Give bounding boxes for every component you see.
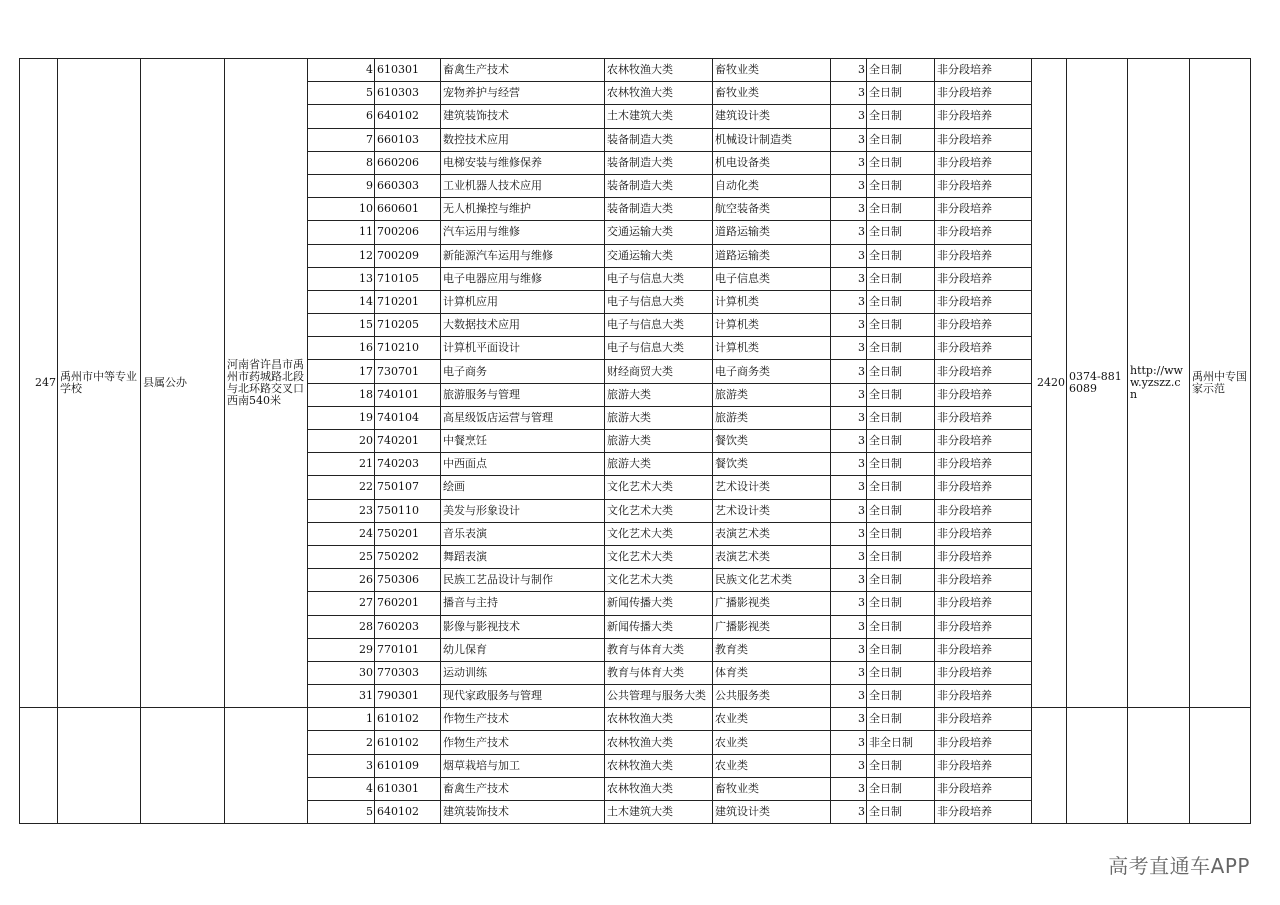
major-code: 610109 (375, 754, 441, 777)
major-subcategory: 道路运输类 (713, 244, 831, 267)
table-row (20, 59, 1251, 82)
major-name: 宠物养护与经营 (441, 82, 605, 105)
study-mode: 全日制 (867, 569, 935, 592)
major-subcategory: 广播影视类 (713, 615, 831, 638)
seq: 25 (308, 545, 375, 568)
major-subcategory: 餐饮类 (713, 430, 831, 453)
major-subcategory: 建筑设计类 (713, 801, 831, 824)
seq: 21 (308, 453, 375, 476)
years: 3 (831, 337, 867, 360)
major-category: 农林牧渔大类 (605, 754, 713, 777)
years: 3 (831, 801, 867, 824)
major-subcategory: 艺术设计类 (713, 476, 831, 499)
major-category: 旅游大类 (605, 406, 713, 429)
seq: 16 (308, 337, 375, 360)
seq: 17 (308, 360, 375, 383)
years: 3 (831, 314, 867, 337)
seq: 15 (308, 314, 375, 337)
major-code: 710205 (375, 314, 441, 337)
school-type: 县属公办 (141, 59, 225, 708)
major-name: 新能源汽车运用与维修 (441, 244, 605, 267)
seq: 1 (308, 708, 375, 731)
study-mode: 全日制 (867, 499, 935, 522)
major-category: 农林牧渔大类 (605, 708, 713, 731)
years: 3 (831, 592, 867, 615)
training-mode: 非分段培养 (935, 777, 1032, 800)
major-name: 中餐烹饪 (441, 430, 605, 453)
years: 3 (831, 453, 867, 476)
years: 3 (831, 128, 867, 151)
study-mode: 全日制 (867, 754, 935, 777)
major-category: 电子与信息大类 (605, 267, 713, 290)
major-subcategory: 建筑设计类 (713, 105, 831, 128)
major-category: 交通运输大类 (605, 244, 713, 267)
major-code: 660601 (375, 198, 441, 221)
major-category: 土木建筑大类 (605, 801, 713, 824)
seq: 5 (308, 82, 375, 105)
training-mode: 非分段培养 (935, 151, 1032, 174)
years: 3 (831, 777, 867, 800)
training-mode: 非分段培养 (935, 522, 1032, 545)
training-mode: 非分段培养 (935, 406, 1032, 429)
study-mode: 全日制 (867, 221, 935, 244)
study-mode: 全日制 (867, 430, 935, 453)
major-subcategory: 畜牧业类 (713, 777, 831, 800)
training-mode: 非分段培养 (935, 615, 1032, 638)
major-category: 旅游大类 (605, 453, 713, 476)
training-mode: 非分段培养 (935, 244, 1032, 267)
years: 3 (831, 82, 867, 105)
major-subcategory: 畜牧业类 (713, 82, 831, 105)
major-code: 610102 (375, 731, 441, 754)
major-name: 汽车运用与维修 (441, 221, 605, 244)
major-category: 电子与信息大类 (605, 290, 713, 313)
seq: 2 (308, 731, 375, 754)
study-mode: 全日制 (867, 151, 935, 174)
contact-phone: 0374-8816089 (1067, 59, 1128, 708)
years: 3 (831, 290, 867, 313)
major-name: 绘画 (441, 476, 605, 499)
study-mode: 全日制 (867, 476, 935, 499)
years: 3 (831, 754, 867, 777)
major-code: 710201 (375, 290, 441, 313)
major-code: 750201 (375, 522, 441, 545)
major-name: 影像与影视技术 (441, 615, 605, 638)
major-name: 美发与形象设计 (441, 499, 605, 522)
major-name: 烟草栽培与加工 (441, 754, 605, 777)
training-mode: 非分段培养 (935, 754, 1032, 777)
major-category: 新闻传播大类 (605, 615, 713, 638)
major-code: 660206 (375, 151, 441, 174)
major-subcategory: 艺术设计类 (713, 499, 831, 522)
years: 3 (831, 383, 867, 406)
major-subcategory: 机电设备类 (713, 151, 831, 174)
major-name: 计算机平面设计 (441, 337, 605, 360)
major-category: 装备制造大类 (605, 151, 713, 174)
major-code: 770303 (375, 661, 441, 684)
years: 3 (831, 221, 867, 244)
training-mode: 非分段培养 (935, 592, 1032, 615)
major-subcategory: 自动化类 (713, 174, 831, 197)
major-category: 农林牧渔大类 (605, 59, 713, 82)
study-mode: 全日制 (867, 59, 935, 82)
years: 3 (831, 615, 867, 638)
years: 3 (831, 731, 867, 754)
years: 3 (831, 661, 867, 684)
major-category: 公共管理与服务大类 (605, 685, 713, 708)
years: 3 (831, 198, 867, 221)
training-mode: 非分段培养 (935, 499, 1032, 522)
enrollment-count: 2420 (1032, 59, 1067, 708)
training-mode: 非分段培养 (935, 685, 1032, 708)
major-name: 建筑装饰技术 (441, 801, 605, 824)
study-mode: 全日制 (867, 314, 935, 337)
years: 3 (831, 476, 867, 499)
training-mode: 非分段培养 (935, 383, 1032, 406)
major-subcategory: 电子商务类 (713, 360, 831, 383)
major-name: 建筑装饰技术 (441, 105, 605, 128)
study-mode: 全日制 (867, 638, 935, 661)
major-category: 文化艺术大类 (605, 522, 713, 545)
years: 3 (831, 174, 867, 197)
major-code: 740201 (375, 430, 441, 453)
school-address: 河南省许昌市禹州市药城路北段与北环路交叉口西南540米 (225, 59, 308, 708)
training-mode: 非分段培养 (935, 430, 1032, 453)
study-mode: 全日制 (867, 82, 935, 105)
major-name: 音乐表演 (441, 522, 605, 545)
major-name: 现代家政服务与管理 (441, 685, 605, 708)
major-category: 文化艺术大类 (605, 499, 713, 522)
training-mode: 非分段培养 (935, 337, 1032, 360)
major-subcategory: 旅游类 (713, 383, 831, 406)
study-mode: 全日制 (867, 685, 935, 708)
major-name: 舞蹈表演 (441, 545, 605, 568)
major-name: 播音与主持 (441, 592, 605, 615)
admissions-table (19, 58, 1251, 824)
major-subcategory: 体育类 (713, 661, 831, 684)
major-name: 高星级饭店运营与管理 (441, 406, 605, 429)
study-mode: 全日制 (867, 661, 935, 684)
study-mode: 全日制 (867, 545, 935, 568)
major-category: 旅游大类 (605, 430, 713, 453)
major-category: 电子与信息大类 (605, 314, 713, 337)
school-note (1190, 708, 1251, 824)
training-mode: 非分段培养 (935, 801, 1032, 824)
seq: 6 (308, 105, 375, 128)
major-subcategory: 教育类 (713, 638, 831, 661)
seq: 12 (308, 244, 375, 267)
major-name: 大数据技术应用 (441, 314, 605, 337)
watermark: 高考直通车APP (1108, 854, 1250, 878)
years: 3 (831, 545, 867, 568)
training-mode: 非分段培养 (935, 708, 1032, 731)
major-subcategory: 表演艺术类 (713, 545, 831, 568)
major-code: 760203 (375, 615, 441, 638)
major-category: 旅游大类 (605, 383, 713, 406)
seq: 5 (308, 801, 375, 824)
major-subcategory: 广播影视类 (713, 592, 831, 615)
seq: 27 (308, 592, 375, 615)
major-name: 电子电器应用与维修 (441, 267, 605, 290)
major-code: 770101 (375, 638, 441, 661)
major-code: 700206 (375, 221, 441, 244)
school-website (1128, 708, 1190, 824)
major-category: 电子与信息大类 (605, 337, 713, 360)
major-name: 畜禽生产技术 (441, 59, 605, 82)
years: 3 (831, 638, 867, 661)
major-subcategory: 道路运输类 (713, 221, 831, 244)
major-subcategory: 计算机类 (713, 337, 831, 360)
major-code: 730701 (375, 360, 441, 383)
major-subcategory: 农业类 (713, 708, 831, 731)
major-code: 740104 (375, 406, 441, 429)
major-code: 610303 (375, 82, 441, 105)
major-subcategory: 机械设计制造类 (713, 128, 831, 151)
school-index (20, 708, 58, 824)
school-name (58, 708, 141, 824)
training-mode: 非分段培养 (935, 314, 1032, 337)
study-mode: 全日制 (867, 615, 935, 638)
study-mode: 全日制 (867, 337, 935, 360)
major-subcategory: 电子信息类 (713, 267, 831, 290)
years: 3 (831, 151, 867, 174)
seq: 20 (308, 430, 375, 453)
years: 3 (831, 59, 867, 82)
table-body (20, 59, 1251, 824)
major-subcategory: 计算机类 (713, 314, 831, 337)
major-name: 数控技术应用 (441, 128, 605, 151)
major-category: 新闻传播大类 (605, 592, 713, 615)
years: 3 (831, 499, 867, 522)
school-name: 禹州市中等专业学校 (58, 59, 141, 708)
seq: 7 (308, 128, 375, 151)
major-code: 750202 (375, 545, 441, 568)
school-index: 247 (20, 59, 58, 708)
major-category: 教育与体育大类 (605, 661, 713, 684)
major-subcategory: 畜牧业类 (713, 59, 831, 82)
seq: 4 (308, 777, 375, 800)
major-subcategory: 农业类 (713, 754, 831, 777)
major-category: 文化艺术大类 (605, 569, 713, 592)
training-mode: 非分段培养 (935, 105, 1032, 128)
major-category: 土木建筑大类 (605, 105, 713, 128)
major-code: 660303 (375, 174, 441, 197)
study-mode: 全日制 (867, 383, 935, 406)
major-name: 畜禽生产技术 (441, 777, 605, 800)
major-name: 电子商务 (441, 360, 605, 383)
training-mode: 非分段培养 (935, 267, 1032, 290)
seq: 13 (308, 267, 375, 290)
major-name: 中西面点 (441, 453, 605, 476)
years: 3 (831, 522, 867, 545)
major-code: 790301 (375, 685, 441, 708)
study-mode: 全日制 (867, 290, 935, 313)
seq: 22 (308, 476, 375, 499)
study-mode: 全日制 (867, 105, 935, 128)
training-mode: 非分段培养 (935, 731, 1032, 754)
study-mode: 全日制 (867, 244, 935, 267)
study-mode: 全日制 (867, 406, 935, 429)
years: 3 (831, 685, 867, 708)
seq: 24 (308, 522, 375, 545)
major-code: 640102 (375, 105, 441, 128)
training-mode: 非分段培养 (935, 174, 1032, 197)
study-mode: 全日制 (867, 360, 935, 383)
major-category: 装备制造大类 (605, 198, 713, 221)
training-mode: 非分段培养 (935, 638, 1032, 661)
school-note: 禹州中专国家示范 (1190, 59, 1251, 708)
major-code: 740101 (375, 383, 441, 406)
years: 3 (831, 406, 867, 429)
training-mode: 非分段培养 (935, 476, 1032, 499)
major-category: 教育与体育大类 (605, 638, 713, 661)
training-mode: 非分段培养 (935, 569, 1032, 592)
major-code: 760201 (375, 592, 441, 615)
school-address (225, 708, 308, 824)
years: 3 (831, 360, 867, 383)
major-category: 农林牧渔大类 (605, 82, 713, 105)
training-mode: 非分段培养 (935, 59, 1032, 82)
training-mode: 非分段培养 (935, 453, 1032, 476)
major-name: 无人机操控与维护 (441, 198, 605, 221)
major-code: 750110 (375, 499, 441, 522)
major-code: 610301 (375, 59, 441, 82)
major-subcategory: 农业类 (713, 731, 831, 754)
major-code: 750107 (375, 476, 441, 499)
training-mode: 非分段培养 (935, 290, 1032, 313)
major-category: 文化艺术大类 (605, 476, 713, 499)
major-category: 装备制造大类 (605, 174, 713, 197)
training-mode: 非分段培养 (935, 128, 1032, 151)
major-subcategory: 旅游类 (713, 406, 831, 429)
major-name: 电梯安装与维修保养 (441, 151, 605, 174)
seq: 8 (308, 151, 375, 174)
study-mode: 全日制 (867, 592, 935, 615)
major-name: 计算机应用 (441, 290, 605, 313)
major-category: 文化艺术大类 (605, 545, 713, 568)
seq: 30 (308, 661, 375, 684)
major-subcategory: 公共服务类 (713, 685, 831, 708)
study-mode: 全日制 (867, 174, 935, 197)
school-website: http://www.yzszz.cn (1128, 59, 1190, 708)
table-row (20, 708, 1251, 731)
study-mode: 全日制 (867, 128, 935, 151)
training-mode: 非分段培养 (935, 221, 1032, 244)
study-mode: 全日制 (867, 267, 935, 290)
training-mode: 非分段培养 (935, 82, 1032, 105)
major-category: 农林牧渔大类 (605, 777, 713, 800)
study-mode: 全日制 (867, 453, 935, 476)
seq: 23 (308, 499, 375, 522)
years: 3 (831, 569, 867, 592)
training-mode: 非分段培养 (935, 661, 1032, 684)
seq: 29 (308, 638, 375, 661)
major-subcategory: 航空装备类 (713, 198, 831, 221)
training-mode: 非分段培养 (935, 545, 1032, 568)
training-mode: 非分段培养 (935, 360, 1032, 383)
years: 3 (831, 430, 867, 453)
seq: 10 (308, 198, 375, 221)
major-subcategory: 表演艺术类 (713, 522, 831, 545)
seq: 4 (308, 59, 375, 82)
major-code: 700209 (375, 244, 441, 267)
major-name: 工业机器人技术应用 (441, 174, 605, 197)
major-name: 旅游服务与管理 (441, 383, 605, 406)
major-category: 装备制造大类 (605, 128, 713, 151)
study-mode: 全日制 (867, 522, 935, 545)
seq: 26 (308, 569, 375, 592)
seq: 9 (308, 174, 375, 197)
seq: 18 (308, 383, 375, 406)
years: 3 (831, 244, 867, 267)
major-name: 幼儿保育 (441, 638, 605, 661)
school-type (141, 708, 225, 824)
seq: 11 (308, 221, 375, 244)
seq: 19 (308, 406, 375, 429)
seq: 14 (308, 290, 375, 313)
study-mode: 全日制 (867, 777, 935, 800)
major-code: 610102 (375, 708, 441, 731)
training-mode: 非分段培养 (935, 198, 1032, 221)
major-subcategory: 计算机类 (713, 290, 831, 313)
contact-phone (1067, 708, 1128, 824)
major-subcategory: 餐饮类 (713, 453, 831, 476)
enrollment-count (1032, 708, 1067, 824)
major-category: 财经商贸大类 (605, 360, 713, 383)
major-name: 运动训练 (441, 661, 605, 684)
major-category: 农林牧渔大类 (605, 731, 713, 754)
study-mode: 全日制 (867, 708, 935, 731)
major-code: 710105 (375, 267, 441, 290)
years: 3 (831, 105, 867, 128)
seq: 28 (308, 615, 375, 638)
study-mode: 全日制 (867, 801, 935, 824)
study-mode: 非全日制 (867, 731, 935, 754)
major-code: 740203 (375, 453, 441, 476)
years: 3 (831, 708, 867, 731)
major-code: 710210 (375, 337, 441, 360)
major-category: 交通运输大类 (605, 221, 713, 244)
seq: 31 (308, 685, 375, 708)
major-subcategory: 民族文化艺术类 (713, 569, 831, 592)
major-code: 660103 (375, 128, 441, 151)
major-code: 640102 (375, 801, 441, 824)
seq: 3 (308, 754, 375, 777)
major-code: 750306 (375, 569, 441, 592)
years: 3 (831, 267, 867, 290)
major-code: 610301 (375, 777, 441, 800)
major-name: 作物生产技术 (441, 708, 605, 731)
study-mode: 全日制 (867, 198, 935, 221)
major-name: 民族工艺品设计与制作 (441, 569, 605, 592)
major-name: 作物生产技术 (441, 731, 605, 754)
